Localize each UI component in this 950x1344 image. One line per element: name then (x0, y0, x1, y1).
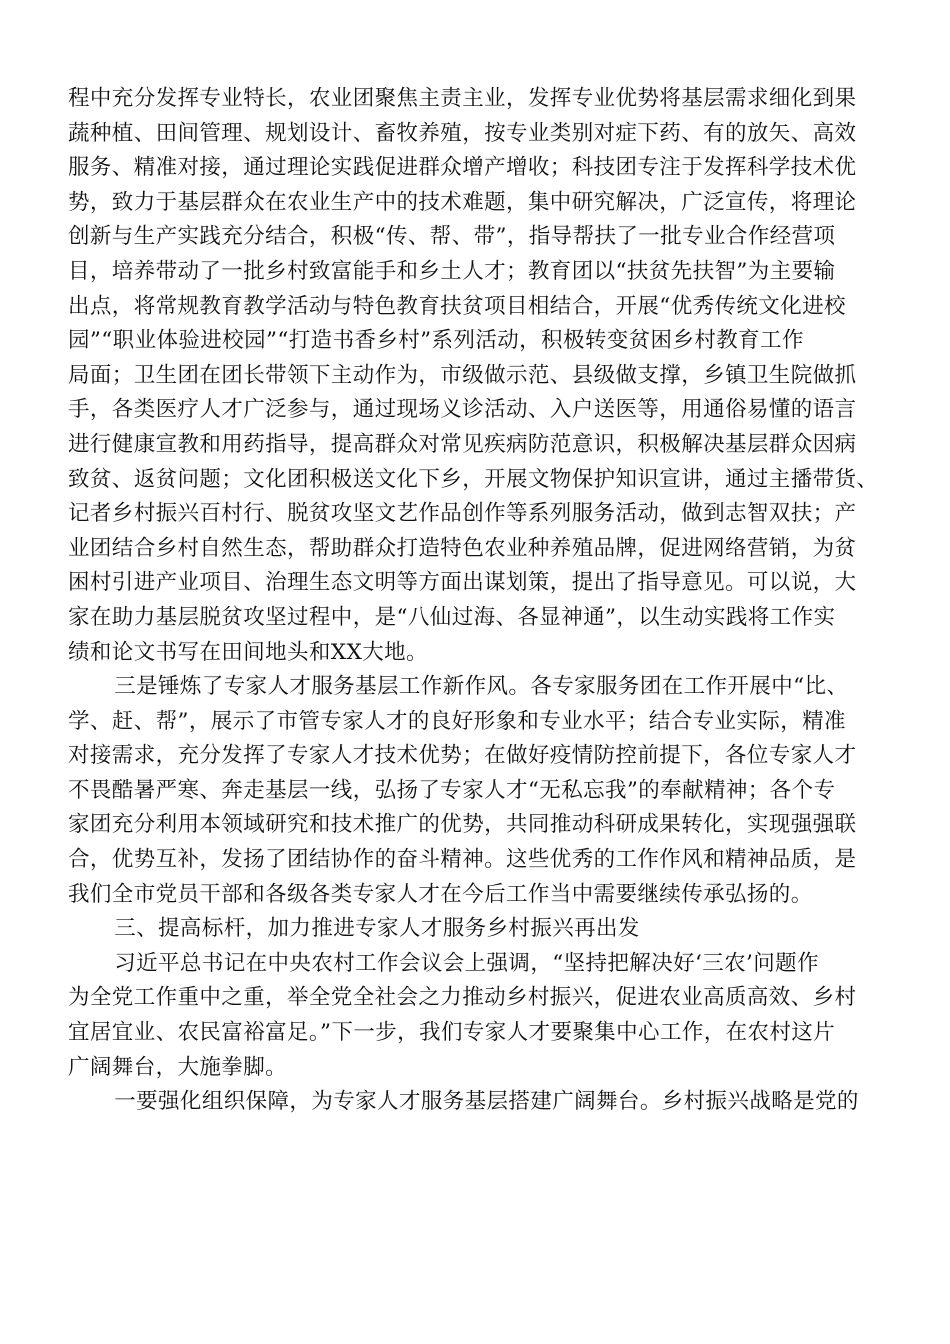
text-line: 园”“职业体验进校园”“打造书香乡村”系列活动，积极转变贫困乡村教育工作 (68, 328, 804, 354)
paragraph-4 (68, 947, 888, 1085)
document-page (68, 82, 888, 1120)
paragraph-1 (68, 82, 888, 670)
text-line: 合，优势互补，发扬了团结协作的奋斗精神。这些优秀的工作作风和精神品质，是 (68, 847, 857, 873)
paragraph-2 (68, 670, 888, 912)
text-line: 广阔舞台，大施拳脚。 (68, 1054, 288, 1080)
text-line: 我们全市党员干部和各级各类专家人才在今后工作当中需要继续传承弘扬的。 (68, 881, 813, 907)
text-line: 服务、精准对接，通过理论实践促进群众增产增收；科技团专注于发挥科学技术优 (68, 155, 857, 181)
text-line: 一要强化组织保障，为专家人才服务基层搭建广阔舞台。乡村振兴战略是党的 (114, 1089, 859, 1115)
text-line: 业团结合乡村自然生态，帮助群众打造特色农业种养殖品牌，促进网络营销，为贫 (68, 535, 857, 561)
text-line: 困村引进产业项目、治理生态文明等方面出谋划策，提出了指导意见。可以说，大 (68, 570, 857, 596)
text-line: 习近平总书记在中央农村工作会议会上强调，“坚持把解决好‘三农’问题作 (114, 950, 819, 976)
text-line: 手，各类医疗人才广泛参与，通过现场义诊活动、入户送医等，用通俗易懂的语言 (68, 397, 857, 423)
text-line: 创新与生产实践充分结合，积极“传、帮、带”，指导帮扶了一批专业合作经营项 (68, 224, 836, 250)
text-line: 家团充分利用本领域研究和技术推广的优势，共同推动科研成果转化，实现强强联 (68, 812, 857, 838)
text-line: 进行健康宣教和用药指导，提高群众对常见疾病防范意识，积极解决基层群众因病 (68, 431, 857, 457)
text-line: 势，致力于基层群众在农业生产中的技术难题，集中研究解决，广泛宣传，将理论 (68, 189, 857, 215)
text-line: 家在助力基层脱贫攻坚过程中，是“八仙过海、各显神通”，以生动实践将工作实 (68, 604, 836, 630)
text-line: 三是锤炼了专家人才服务基层工作新作风。各专家服务团在工作开展中“比、 (114, 674, 849, 700)
text-line: 局面；卫生团在团长带领下主动作为，市级做示范、县级做支撑，乡镇卫生院做抓 (68, 362, 857, 388)
text-line: 目，培养带动了一批乡村致富能手和乡土人才；教育团以“扶贫先扶智”为主要输 (68, 258, 836, 284)
text-line: 蔬种植、田间管理、规划设计、畜牧养殖，按专业类别对症下药、有的放矢、高效 (68, 120, 857, 146)
text-line: 记者乡村振兴百村行、脱贫攻坚文艺作品创作等系列服务活动，做到志智双扶；产 (68, 501, 857, 527)
section-heading (68, 912, 888, 947)
text-line: 不畏酷暑严寒、奔走基层一线，弘扬了专家人才“无私忘我”的奉献精神；各个专 (68, 777, 836, 803)
text-line: 为全党工作重中之重，举全党全社会之力推动乡村振兴，促进农业高质高效、乡村 (68, 985, 857, 1011)
heading-line: 三、提高标杆，加力推进专家人才服务乡村振兴再出发 (114, 916, 640, 942)
text-line: 学、赶、帮”，展示了市管专家人才的良好形象和专业水平；结合专业实际，精准 (68, 708, 846, 734)
paragraph-5 (68, 1085, 888, 1120)
text-line: 绩和论文书写在田间地头和XX大地。 (68, 639, 428, 665)
text-line: 宜居宜业、农民富裕富足。”下一步，我们专家人才要聚集中心工作，在农村这片 (68, 1020, 836, 1046)
text-line: 程中充分发挥专业特长，农业团聚焦主责主业，发挥专业优势将基层需求细化到果 (68, 86, 857, 111)
text-line: 致贫、返贫问题；文化团积极送文化下乡，开展文物保护知识宣讲，通过主播带货、 (68, 466, 879, 492)
text-line: 对接需求，充分发挥了专家人才技术优势；在做好疫情防控前提下，各位专家人才 (68, 743, 857, 769)
text-line: 出点，将常规教育教学活动与特色教育扶贫项目相结合，开展“优秀传统文化进校 (68, 293, 846, 319)
